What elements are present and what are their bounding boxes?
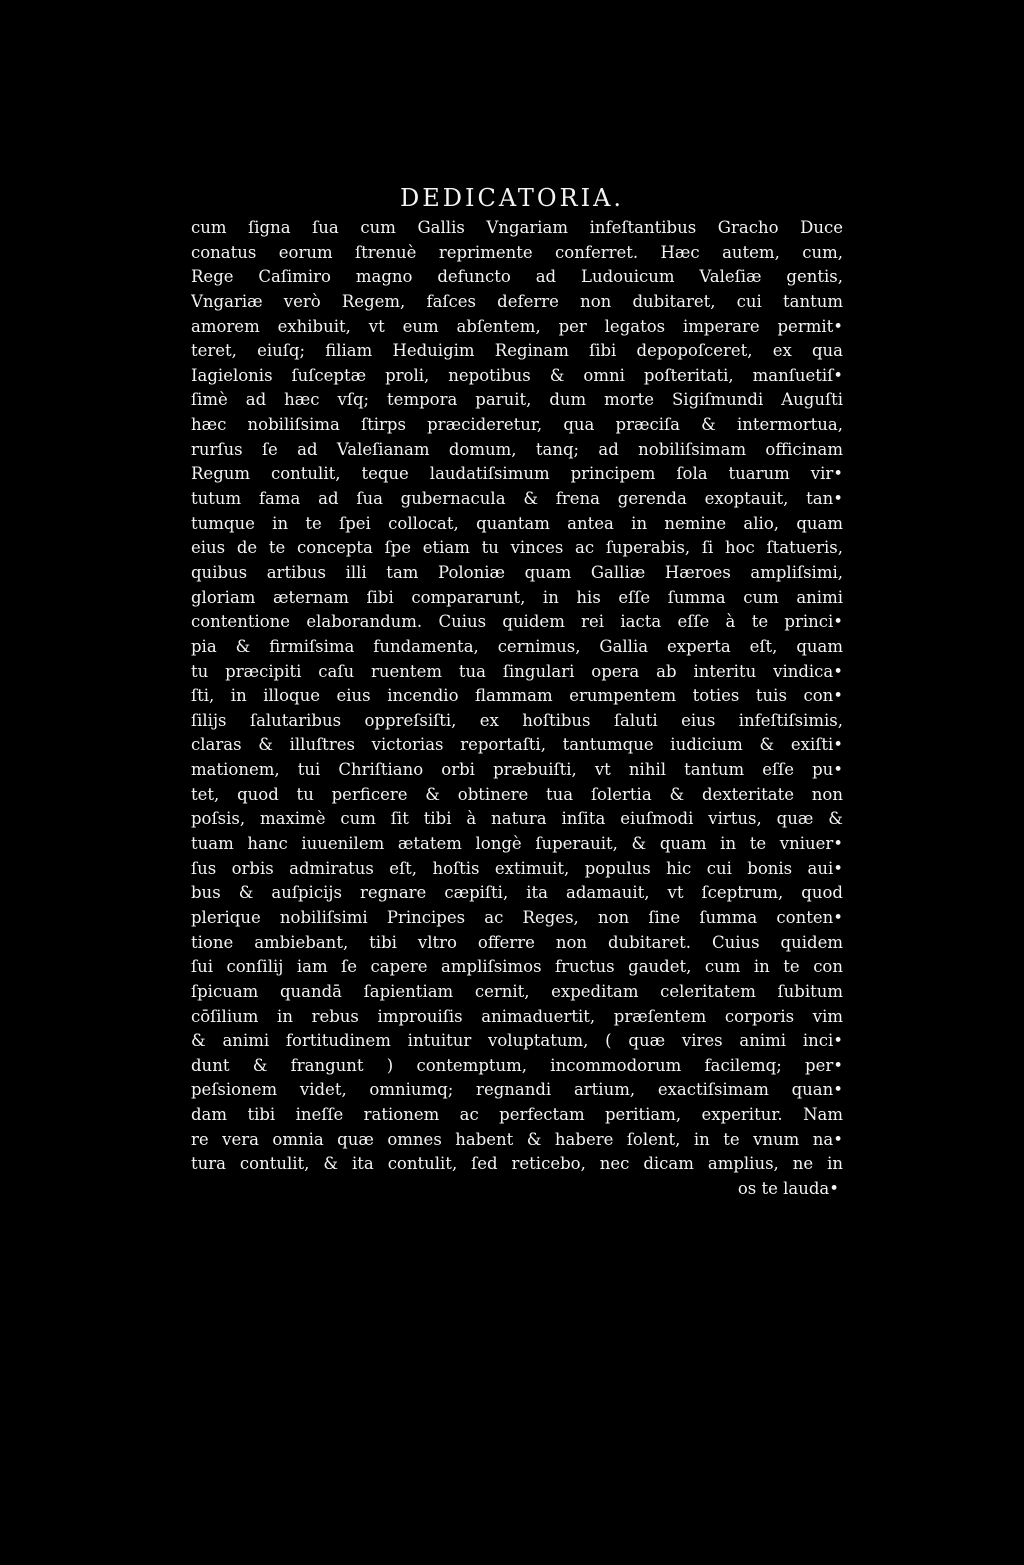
- text-line: contentione elaborandum. Cuius quidem rei iacta eſſe à te princi•: [191, 612, 843, 632]
- text-line: claras & illuſtres victorias reportaſti, tantumque iudicium & exiſti•: [191, 735, 843, 755]
- text-line: conatus eorum ſtrenuè reprimente conferret. Hæc autem, cum,: [191, 242, 843, 262]
- text-line: peſsionem videt, omniumq; regnandi artium, exactiſsimam quan•: [191, 1080, 843, 1100]
- text-line: ſilijs ſalutaribus oppreſsiſti, ex hoſtibus ſaluti eius infeſtiſsimis,: [191, 710, 843, 730]
- text-line: re vera omnia quæ omnes habent & habere ſolent, in te vnum na•: [191, 1129, 843, 1149]
- latin-text-block: [191, 216, 843, 1202]
- text-line: tione ambiebant, tibi vltro offerre non dubitaret. Cuius quidem: [191, 932, 843, 952]
- text-line: ſpicuam quandā ſapientiam cernit, expeditam celeritatem ſubitum: [191, 981, 843, 1001]
- text-line: ſus orbis admiratus eſt, hoſtis extimuit, populus hic cui bonis aui•: [191, 858, 843, 878]
- text-line: cōſilium in rebus improuiſis animaduertit, præſentem corporis vim: [191, 1006, 843, 1026]
- text-line: tet, quod tu perficere & obtinere tua ſolertia & dexteritate non: [191, 784, 843, 804]
- text-line: tuam hanc iuuenilem ætatem longè ſuperauit, & quam in te vniuer•: [191, 834, 843, 854]
- text-line: tumque in te ſpei collocat, quantam antea in nemine alio, quam: [191, 513, 843, 533]
- text-line: poſsis, maximè cum ſit tibi à natura inſita eiuſmodi virtus, quæ &: [191, 809, 843, 829]
- text-line: hæc nobiliſsima ſtirps præcideretur, qua præciſa & intermortua,: [191, 415, 843, 435]
- text-line: mationem, tui Chriſtiano orbi præbuiſti, vt nihil tantum eſſe pu•: [191, 760, 843, 780]
- text-line: dunt & frangunt ) contemptum, incommodorum facilemq; per•: [191, 1055, 843, 1075]
- catchword: os te lauda•: [737, 1178, 839, 1198]
- text-line: teret, eiuſq; filiam Heduigim Reginam ſibi depopoſceret, ex qua: [191, 341, 843, 361]
- text-line: bus & auſpicijs regnare cæpiſti, ita adamauit, vt ſceptrum, quod: [191, 883, 843, 903]
- text-line: Rege Caſimiro magno defuncto ad Ludouicum Valeſiæ gentis,: [191, 267, 843, 287]
- text-line: Iagielonis ſuſceptæ proli, nepotibus & omni poſteritati, manſuetiſ•: [191, 365, 843, 385]
- text-line: plerique nobiliſsimi Principes ac Reges, non ſine ſumma conten•: [191, 907, 843, 927]
- text-line: cum ſigna ſua cum Gallis Vngariam infeſtantibus Gracho Duce: [191, 218, 843, 237]
- text-line: amorem exhibuit, vt eum abſentem, per legatos imperare permit•: [191, 316, 843, 336]
- text-line: ſti, in illoque eius incendio flammam erumpentem toties tuis con•: [191, 686, 843, 706]
- text-line: ſimè ad hæc vſq; tempora paruit, dum morte Sigiſmundi Auguſti: [191, 390, 843, 410]
- text-line: Regum contulit, teque laudatiſsimum principem ſola tuarum vir•: [191, 464, 843, 484]
- text-line: gloriam æternam ſibi compararunt, in his eſſe ſumma cum animi: [191, 587, 843, 607]
- text-line: pia & firmiſsima fundamenta, cernimus, Gallia experta eſt, quam: [191, 636, 843, 656]
- text-line: dam tibi ineſſe rationem ac perfectam peritiam, experitur. Nam: [191, 1105, 843, 1125]
- text-line: Vngariæ verò Regem, faſces deferre non dubitaret, cui tantum: [191, 291, 843, 311]
- text-line: rurſus ſe ad Valeſianam domum, tanq; ad nobiliſsimam officinam: [191, 439, 843, 459]
- text-line: tu præcipiti caſu ruentem tua ſingulari opera ab interitu vindica•: [191, 661, 843, 681]
- text-line: tutum fama ad ſua gubernacula & frena gerenda exoptauit, tan•: [191, 489, 843, 509]
- page-heading: DEDICATORIA.: [399, 184, 625, 212]
- text-line: tura contulit, & ita contulit, ſed reticebo, nec dicam amplius, ne in: [191, 1154, 843, 1174]
- text-line: eius de te concepta ſpe etiam tu vinces ac ſuperabis, ſi hoc ſtatueris,: [191, 538, 843, 558]
- text-line: quibus artibus illi tam Poloniæ quam Galliæ Hæroes ampliſsimi,: [191, 562, 843, 582]
- text-line: & animi fortitudinem intuitur voluptatum, ( quæ vires animi inci•: [191, 1031, 843, 1051]
- text-line: ſui conſilij iam ſe capere ampliſsimos fructus gaudet, cum in te con: [191, 957, 843, 977]
